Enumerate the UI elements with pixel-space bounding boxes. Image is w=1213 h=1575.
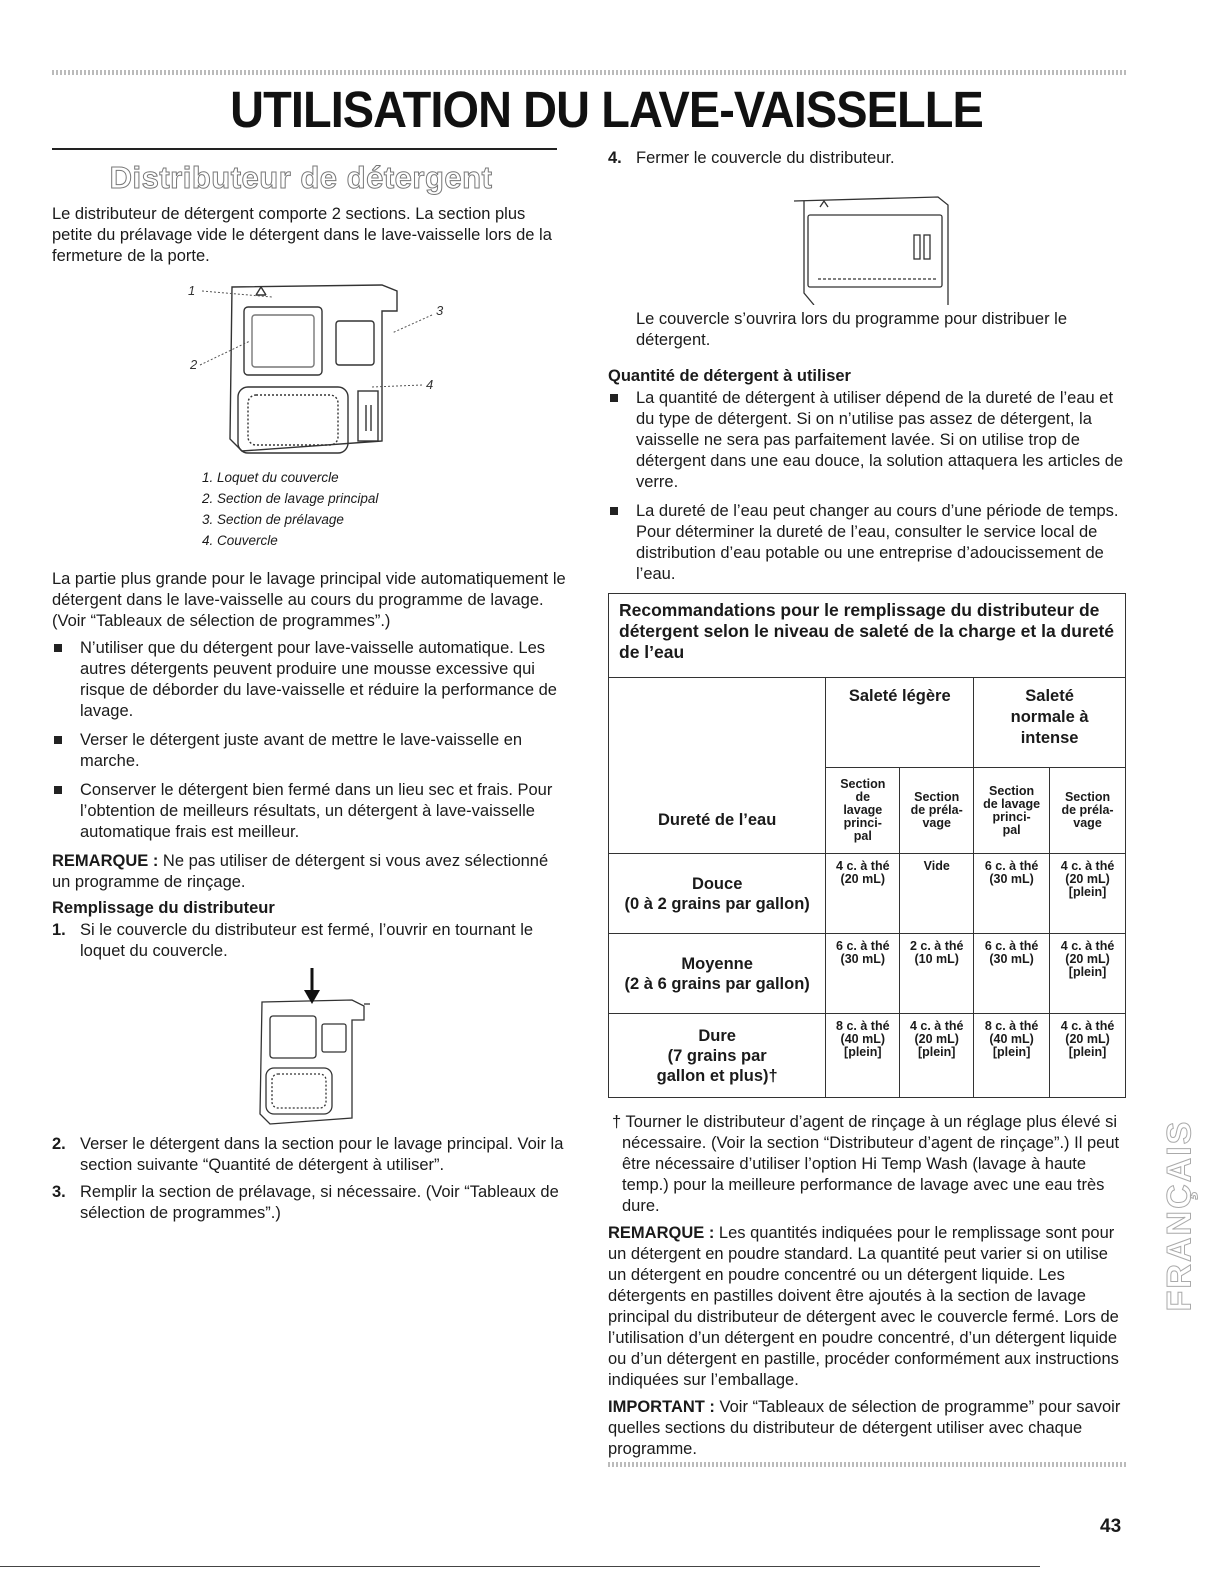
subcol-header: Section de lavage princi- pal — [974, 768, 1050, 854]
step-number: 2. — [52, 1135, 66, 1153]
left-column — [52, 148, 570, 1230]
table-cell: Vide — [900, 854, 974, 934]
note-label: REMARQUE : — [608, 1224, 715, 1242]
table-row — [609, 934, 1126, 1014]
latch-illustration — [52, 968, 570, 1128]
detergent-bullets — [52, 638, 570, 843]
section-title: Distributeur de détergent — [109, 160, 493, 195]
quantity-bullets — [608, 388, 1128, 585]
callout-3: 3 — [436, 303, 444, 318]
fill-steps-continued — [52, 1134, 570, 1224]
subcol-header: Section de préla- vage — [900, 768, 974, 854]
bullet-item: La dureté de l’eau peut changer au cours d’une période de temps. Pour déterminer la dureté de l’eau, consulter le service local de distribution d’eau potable ou une entreprise d’adoucissement de l’eau. — [608, 501, 1128, 585]
callout-2: 2 — [190, 357, 198, 372]
main-wash-paragraph: La partie plus grande pour le lavage principal vide automatiquement le détergent dans le lave-vaisselle au cours du programme de lavage. (Voir “Tableaux de sélection de programmes”.) — [52, 570, 566, 630]
quantity-note — [608, 1223, 1128, 1391]
top-dotted-rule — [52, 70, 1127, 75]
table-cell: 4 c. à thé (20 mL) — [826, 854, 900, 934]
quantity-heading: Quantité de détergent à utiliser — [608, 367, 851, 385]
step-text: Fermer le couvercle du distributeur. — [636, 149, 895, 167]
step-item — [52, 1134, 570, 1176]
section-rule — [52, 148, 557, 150]
table-cell: 8 c. à thé (40 mL) [plein] — [826, 1014, 900, 1098]
table-cell: 4 c. à thé (20 mL) [plein] — [900, 1014, 974, 1098]
detergent-table — [608, 593, 1126, 1098]
step-text: Si le couvercle du distributeur est fermé, l’ouvrir en tournant le loquet du couvercle. — [80, 921, 534, 960]
step-number: 4. — [608, 149, 622, 167]
table-cell: 4 c. à thé (20 mL) [plein] — [1050, 854, 1126, 934]
table-footnote: † Tourner le distributeur d’agent de rinçage à un réglage plus élevé si nécessaire. (Voir la section “Distributeur d’agent de rinçage”.) Il peut être nécessaire d’utiliser l’option Hi Temp Wash (lavage à haute temp.) pour la meilleure performance de lavage avec une eau très dure. — [612, 1113, 1120, 1215]
important-note — [608, 1397, 1128, 1460]
legend-item: 3. Section de prélavage — [202, 512, 344, 527]
bullet-item: Conserver le détergent bien fermé dans un lieu sec et frais. Pour l’obtention de meilleurs résultats, un détergent à lave-vaisselle automatique frais est meilleur. — [52, 780, 570, 843]
callout-1: 1 — [188, 283, 196, 298]
legend-item: 1. Loquet du couvercle — [202, 470, 339, 485]
group-heavy: Saleté normale à intense — [974, 678, 1126, 768]
subcol-header: Section de préla- vage — [1050, 768, 1126, 854]
closed-lid-illustration — [608, 175, 1128, 305]
side-tab-label: FRANÇAIS — [1160, 1119, 1199, 1311]
dispenser-figure — [52, 281, 570, 461]
language-side-tab — [1160, 1080, 1200, 1350]
arrow-head-icon — [304, 990, 320, 1004]
table-cell: 6 c. à thé (30 mL) — [826, 934, 900, 1014]
bullet-item: N’utiliser que du détergent pour lave-vaisselle automatique. Les autres détergents peuvent produire une mousse excessive qui risque de déborder du lave-vaisselle et réduire la performance de lavage. — [52, 638, 570, 722]
note-text: Ne pas utiliser de détergent si vous avez sélectionné un programme de rinçage. — [52, 852, 549, 891]
row-header: Dureté de l’eau — [609, 678, 826, 854]
step-text: Remplir la section de prélavage, si nécessaire. (Voir “Tableaux de sélection de programmes”.) — [80, 1183, 559, 1222]
open-latch-figure — [52, 968, 570, 1128]
table-cell: 8 c. à thé (40 mL) [plein] — [974, 1014, 1050, 1098]
table-cell: 6 c. à thé (30 mL) — [974, 854, 1050, 934]
bottom-line — [0, 1566, 1040, 1567]
row-sublabel: (0 à 2 grains par gallon) — [624, 894, 810, 913]
important-text: Voir “Tableaux de sélection de programme” pour savoir quelles sections du distributeur de détergent utiliser avec chaque programme. — [608, 1398, 1121, 1458]
legend-item: 4. Couvercle — [202, 533, 278, 548]
bullet-item: Verser le détergent juste avant de mettre le lave-vaisselle en marche. — [52, 730, 570, 772]
row-sublabel: (7 grains par gallon et plus)† — [656, 1046, 778, 1085]
fill-heading: Remplissage du distributeur — [52, 899, 275, 917]
table-cell: 2 c. à thé (10 mL) — [900, 934, 974, 1014]
rinse-note — [52, 851, 570, 893]
dispenser-illustration — [52, 281, 570, 461]
row-label: Moyenne — [681, 954, 753, 973]
figure-legend — [202, 467, 570, 551]
bullet-item: La quantité de détergent à utiliser dépend de la dureté de l’eau et du type de détergent. Si on n’utilise pas assez de détergent, la vaisselle ne sera pas parfaitement lavée. Si on utilise trop de détergent dans une eau douce, la solution attaquera les articles de verre. — [608, 388, 1128, 493]
row-sublabel: (2 à 6 grains par gallon) — [624, 974, 810, 993]
table-row — [609, 1014, 1126, 1098]
step-item — [52, 920, 570, 962]
table-row — [609, 854, 1126, 934]
lid-open-paragraph: Le couvercle s’ouvrira lors du programme pour distribuer le détergent. — [636, 310, 1068, 349]
intro-paragraph: Le distributeur de détergent comporte 2 sections. La section plus petite du prélavage vide le détergent dans le lave-vaisselle lors de la fermeture de la porte. — [52, 205, 552, 265]
table-cell: 4 c. à thé (20 mL) [plein] — [1050, 934, 1126, 1014]
step-item — [52, 1182, 570, 1224]
page-number: 43 — [1100, 1516, 1122, 1537]
fill-steps — [52, 920, 570, 962]
close-step — [608, 148, 1128, 169]
step-number: 3. — [52, 1183, 66, 1201]
right-column — [608, 148, 1128, 1466]
row-label: Douce — [691, 874, 743, 893]
row-label: Dure — [698, 1026, 736, 1045]
table-heading: Recommandations pour le remplissage du distributeur de détergent selon le niveau de saleté de la charge et la dureté de l’eau — [609, 594, 1126, 678]
closed-lid-figure — [608, 175, 1128, 305]
table-cell: 4 c. à thé (20 mL) [plein] — [1050, 1014, 1126, 1098]
callout-4: 4 — [426, 377, 434, 392]
page-title: UTILISATION DU LAVE-VAISSELLE — [230, 81, 983, 138]
step-number: 1. — [52, 921, 66, 939]
note-label: REMARQUE : — [52, 852, 159, 870]
group-light: Saleté légère — [826, 678, 974, 768]
legend-item: 2. Section de lavage principal — [202, 491, 379, 506]
note-text: Les quantités indiquées pour le remplissage sont pour un détergent en poudre standard. La quantité peut varier si on utilise un détergent en poudre concentré ou un détergent liquide. Les détergents en pastilles doivent être ajoutés à la section de lavage principal du distributeur de détergent avec le couvercle fermé. Lors de l’utilisation d’un détergent en poudre concentré, d’un détergent liquide ou d’un détergent en pastille, procéder conformément aux instructions indiquées sur l’emballage. — [608, 1224, 1119, 1389]
table-cell: 6 c. à thé (30 mL) — [974, 934, 1050, 1014]
bottom-dotted-rule — [608, 1462, 1128, 1467]
step-text: Verser le détergent dans la section pour le lavage principal. Voir la section suivante “Quantité de détergent à utiliser”. — [80, 1135, 564, 1174]
step-item — [608, 148, 1128, 169]
subcol-header: Section de lavage princi- pal — [826, 768, 900, 854]
important-label: IMPORTANT : — [608, 1398, 715, 1416]
